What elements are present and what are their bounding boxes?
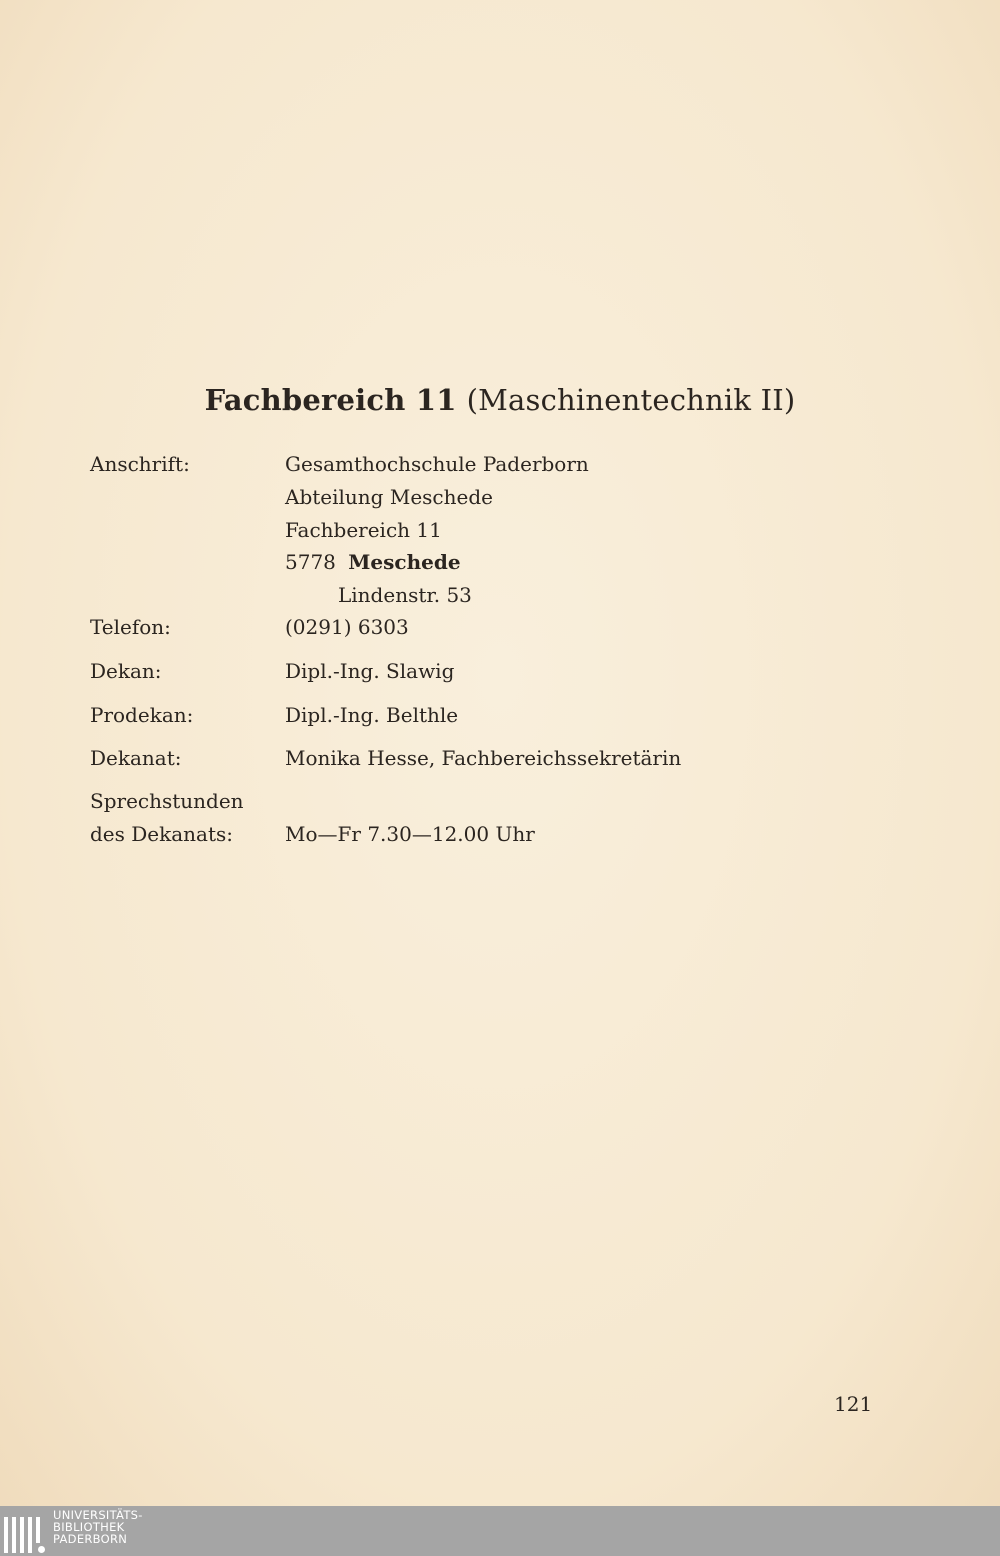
library-name-line-3: PADERBORN xyxy=(53,1532,128,1546)
address-line-1: Gesamthochschule Paderborn xyxy=(285,452,589,476)
telefon-value: (0291) 6303 xyxy=(285,615,409,639)
library-footer xyxy=(0,1506,1000,1556)
library-name xyxy=(53,1509,143,1545)
library-logo-icon xyxy=(4,1509,46,1553)
page-number: 121 xyxy=(834,1392,873,1416)
dekan-label: Dekan: xyxy=(90,659,162,683)
address-line-2: Abteilung Meschede xyxy=(285,485,493,509)
library-name-line-2: BIBLIOTHEK xyxy=(53,1520,125,1534)
sprechstunden-value: Mo—Fr 7.30—12.00 Uhr xyxy=(285,822,535,846)
dekan-value: Dipl.-Ing. Slawig xyxy=(285,659,455,683)
dekanat-value: Monika Hesse, Fachbereichssekretärin xyxy=(285,746,682,770)
title-department: Fachbereich 11 xyxy=(204,383,457,417)
address-city-line xyxy=(285,550,461,574)
address-city: Meschede xyxy=(348,550,461,574)
title-subject: (Maschinentechnik II) xyxy=(466,383,796,417)
page-title xyxy=(0,383,1000,417)
library-name-line-1: UNIVERSITÄTS- xyxy=(53,1508,143,1522)
anschrift-label: Anschrift: xyxy=(90,452,190,476)
sprechstunden-label-2: des Dekanats: xyxy=(90,822,234,846)
telefon-label: Telefon: xyxy=(90,615,171,639)
prodekan-label: Prodekan: xyxy=(90,703,194,727)
address-line-3: Fachbereich 11 xyxy=(285,518,442,542)
address-plz: 5778 xyxy=(285,550,336,574)
prodekan-value: Dipl.-Ing. Belthle xyxy=(285,703,459,727)
dekanat-label: Dekanat: xyxy=(90,746,182,770)
sprechstunden-label: Sprechstunden xyxy=(90,789,244,813)
address-street: Lindenstr. 53 xyxy=(338,583,472,607)
